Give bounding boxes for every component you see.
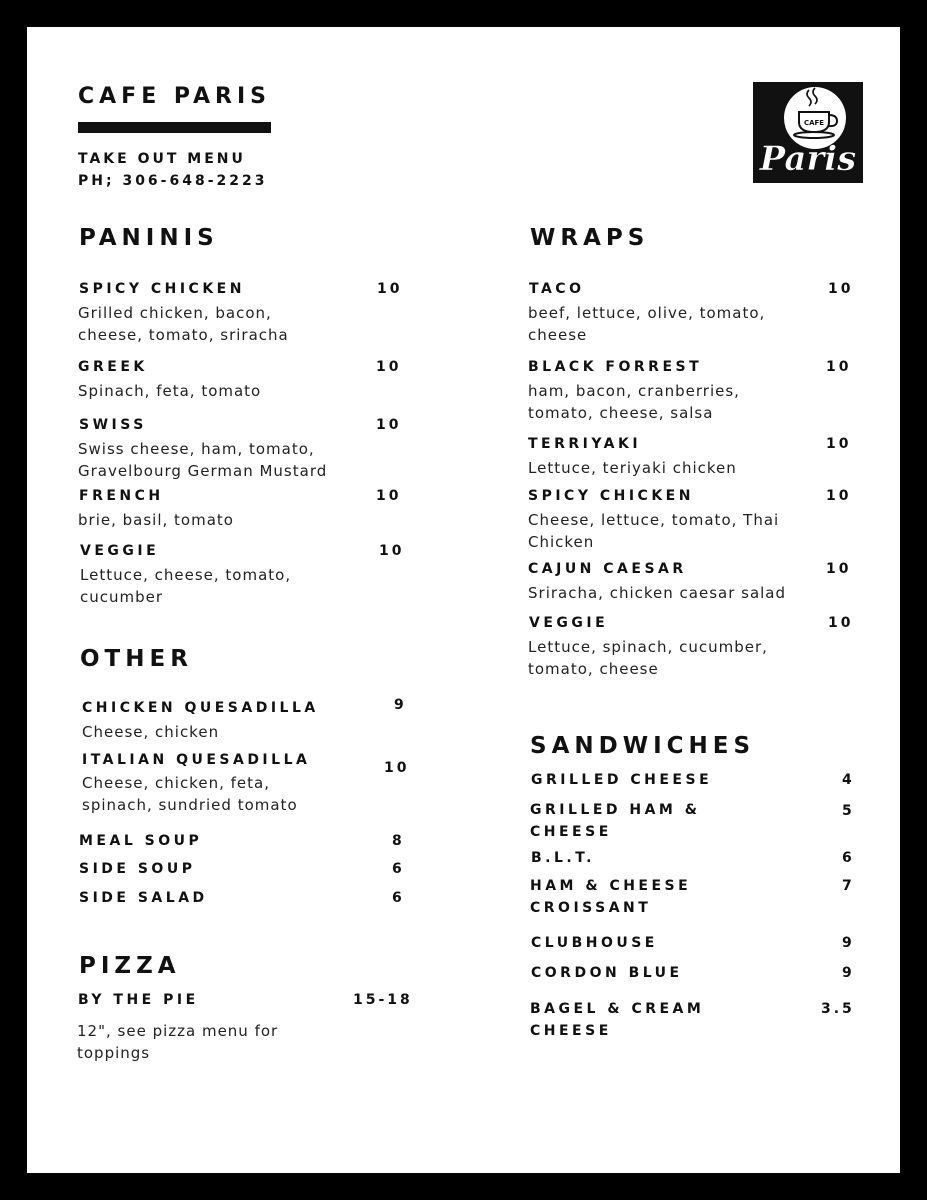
menu-item-name: MEAL SOUP — [79, 833, 203, 849]
menu-item-price: 10 — [376, 359, 402, 375]
menu-item-price: 9 — [842, 965, 855, 981]
menu-item-description: brie, basil, tomato — [78, 511, 234, 529]
menu-item-description: Lettuce, cheese, tomato, cucumber — [80, 566, 292, 606]
menu-item-name: BY THE PIE — [78, 992, 199, 1008]
menu-page — [27, 27, 900, 1173]
menu-item-name: GRILLED CHEESE — [531, 772, 713, 788]
menu-item-description: Cheese, chicken, feta, spinach, sundried tomato — [82, 774, 298, 814]
cafe-name: CAFE PARIS — [78, 84, 271, 109]
menu-type: TAKE OUT MENU — [78, 151, 246, 167]
section-title-sandwiches: SANDWICHES — [530, 733, 756, 759]
cafe-logo — [753, 82, 863, 183]
menu-item-price: 10 — [828, 615, 854, 631]
menu-item-price: 6 — [392, 890, 405, 906]
menu-item-name: VEGGIE — [80, 543, 160, 559]
menu-item-name: SWISS — [79, 417, 147, 433]
menu-item-price: 10 — [828, 281, 854, 297]
menu-item-description: Cheese, chicken — [82, 723, 220, 741]
title-underline — [78, 122, 271, 133]
menu-item-description: Sriracha, chicken caesar salad — [528, 584, 787, 602]
menu-item-price: 4 — [842, 772, 855, 788]
menu-item-description: 12", see pizza menu for toppings — [77, 1022, 279, 1062]
menu-item-name: CORDON BLUE — [531, 965, 683, 981]
menu-item-name: FRENCH — [79, 488, 164, 504]
menu-item-name: SIDE SALAD — [79, 890, 208, 906]
menu-item-name: GREEK — [78, 359, 148, 375]
menu-item-name: CLUBHOUSE — [531, 935, 658, 951]
menu-item-name: TACO — [529, 281, 585, 297]
menu-item-name: BLACK FORREST — [528, 359, 703, 375]
menu-item-description: Spinach, feta, tomato — [78, 382, 262, 400]
menu-item-price: 9 — [842, 935, 855, 951]
menu-item-price: 10 — [377, 281, 403, 297]
menu-item-name: GRILLED HAM & CHEESE — [530, 802, 701, 840]
phone-number: PH; 306-648-2223 — [78, 173, 268, 189]
menu-item-name: CAJUN CAESAR — [528, 561, 687, 577]
menu-item-price: 3.5 — [821, 1001, 855, 1017]
menu-item-description: Cheese, lettuce, tomato, Thai Chicken — [528, 511, 780, 551]
menu-item-name: TERRIYAKI — [528, 436, 642, 452]
menu-item-price: 6 — [842, 850, 855, 866]
menu-item-name: HAM & CHEESE CROISSANT — [530, 878, 692, 916]
svg-text:CAFE: CAFE — [803, 119, 825, 127]
menu-item-price: 6 — [392, 861, 405, 877]
menu-item-description: Swiss cheese, ham, tomato, Gravelbourg German Mustard — [78, 440, 328, 480]
menu-item-name: SPICY CHICKEN — [79, 281, 245, 297]
menu-item-price: 8 — [392, 833, 405, 849]
section-title-wraps: WRAPS — [530, 225, 650, 251]
menu-item-name: SPICY CHICKEN — [528, 488, 694, 504]
menu-item-price: 10 — [826, 359, 852, 375]
menu-item-name: SIDE SOUP — [79, 861, 196, 877]
menu-item-description: Lettuce, teriyaki chicken — [528, 459, 737, 477]
menu-item-price: 10 — [384, 760, 410, 776]
menu-item-price: 15-18 — [353, 992, 413, 1008]
section-title-paninis: PANINIS — [79, 225, 219, 251]
menu-item-description: beef, lettuce, olive, tomato, cheese — [528, 304, 766, 344]
menu-item-description: Lettuce, spinach, cucumber, tomato, cheese — [528, 638, 768, 678]
section-title-pizza: PIZZA — [79, 953, 181, 979]
menu-item-price: 10 — [826, 488, 852, 504]
menu-item-price: 10 — [379, 543, 405, 559]
menu-item-name: B.L.T. — [531, 850, 595, 866]
svg-text:Paris: Paris — [759, 139, 857, 179]
menu-item-price: 10 — [826, 561, 852, 577]
menu-item-description: Grilled chicken, bacon, cheese, tomato, sriracha — [78, 304, 289, 344]
menu-item-price: 10 — [376, 488, 402, 504]
menu-item-name: ITALIAN QUESADILLA — [82, 752, 311, 768]
menu-item-price: 10 — [826, 436, 852, 452]
menu-item-price: 10 — [376, 417, 402, 433]
menu-item-name: VEGGIE — [529, 615, 609, 631]
menu-item-description: ham, bacon, cranberries, tomato, cheese, salsa — [528, 382, 740, 422]
menu-item-price: 7 — [842, 878, 855, 894]
section-title-other: OTHER — [80, 646, 193, 672]
coffee-cup-icon — [753, 82, 863, 183]
menu-item-price: 9 — [394, 697, 407, 713]
menu-item-name: BAGEL & CREAM CHEESE — [530, 1001, 705, 1039]
menu-item-name: CHICKEN QUESADILLA — [82, 700, 319, 716]
menu-item-price: 5 — [842, 803, 855, 819]
